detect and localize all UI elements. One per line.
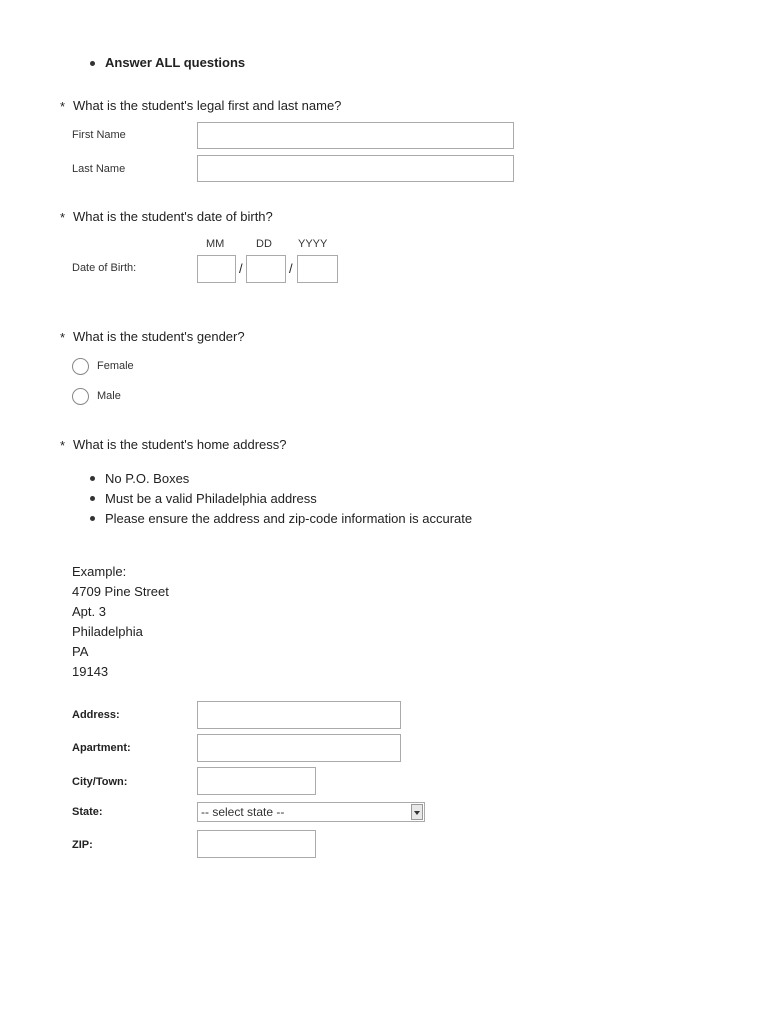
example-line: Apt. 3: [72, 604, 106, 619]
address-label: Address:: [72, 709, 120, 721]
address-rule: No P.O. Boxes: [105, 471, 190, 486]
example-line: Example:: [72, 564, 127, 579]
state-select[interactable]: [197, 802, 425, 822]
dob-yyyy-label: YYYY: [298, 238, 328, 250]
last-name-label: Last Name: [72, 163, 126, 175]
dob-mm-label: MM: [206, 238, 225, 250]
chevron-down-icon[interactable]: [411, 804, 423, 820]
question-address: What is the student's home address?: [73, 437, 287, 452]
example-line: 4709 Pine Street: [72, 584, 169, 599]
required-marker: *: [60, 99, 66, 114]
bullet-icon: [90, 476, 95, 481]
example-block: [72, 562, 169, 682]
first-name-label: First Name: [72, 129, 126, 141]
dob-year-input[interactable]: [297, 255, 338, 283]
state-select-value: -- select state --: [201, 805, 285, 819]
apartment-label: Apartment:: [72, 742, 131, 754]
dob-month-input[interactable]: [197, 255, 236, 283]
first-name-input[interactable]: [197, 122, 514, 149]
address-input[interactable]: [197, 701, 401, 729]
dob-separator: /: [289, 261, 293, 276]
state-label: State:: [72, 806, 103, 818]
question-gender: What is the student's gender?: [73, 329, 245, 344]
bullet-icon: [90, 61, 95, 66]
last-name-input[interactable]: [197, 155, 514, 182]
instructions-heading: Answer ALL questions: [105, 55, 246, 70]
question-dob: What is the student's date of birth?: [73, 209, 273, 224]
question-name: What is the student's legal first and last name?: [73, 98, 342, 113]
gender-male-radio[interactable]: [72, 388, 89, 405]
required-marker: *: [60, 330, 66, 345]
dob-dd-label: DD: [256, 238, 272, 250]
dob-day-input[interactable]: [246, 255, 286, 283]
example-line: Philadelphia: [72, 624, 143, 639]
example-line: PA: [72, 644, 89, 659]
gender-male-label: Male: [97, 390, 121, 402]
apartment-input[interactable]: [197, 734, 401, 762]
city-label: City/Town:: [72, 776, 128, 788]
required-marker: *: [60, 210, 66, 225]
bullet-icon: [90, 496, 95, 501]
zip-label: ZIP:: [72, 839, 93, 851]
dob-field-label: Date of Birth:: [72, 262, 137, 274]
address-rule: Please ensure the address and zip-code information is accurate: [105, 511, 473, 526]
example-line: 19143: [72, 664, 109, 679]
address-rule: Must be a valid Philadelphia address: [105, 491, 317, 506]
gender-female-label: Female: [97, 360, 134, 372]
zip-input[interactable]: [197, 830, 316, 858]
required-marker: *: [60, 438, 66, 453]
city-input[interactable]: [197, 767, 316, 795]
bullet-icon: [90, 516, 95, 521]
dob-separator: /: [239, 261, 243, 276]
gender-female-radio[interactable]: [72, 358, 89, 375]
